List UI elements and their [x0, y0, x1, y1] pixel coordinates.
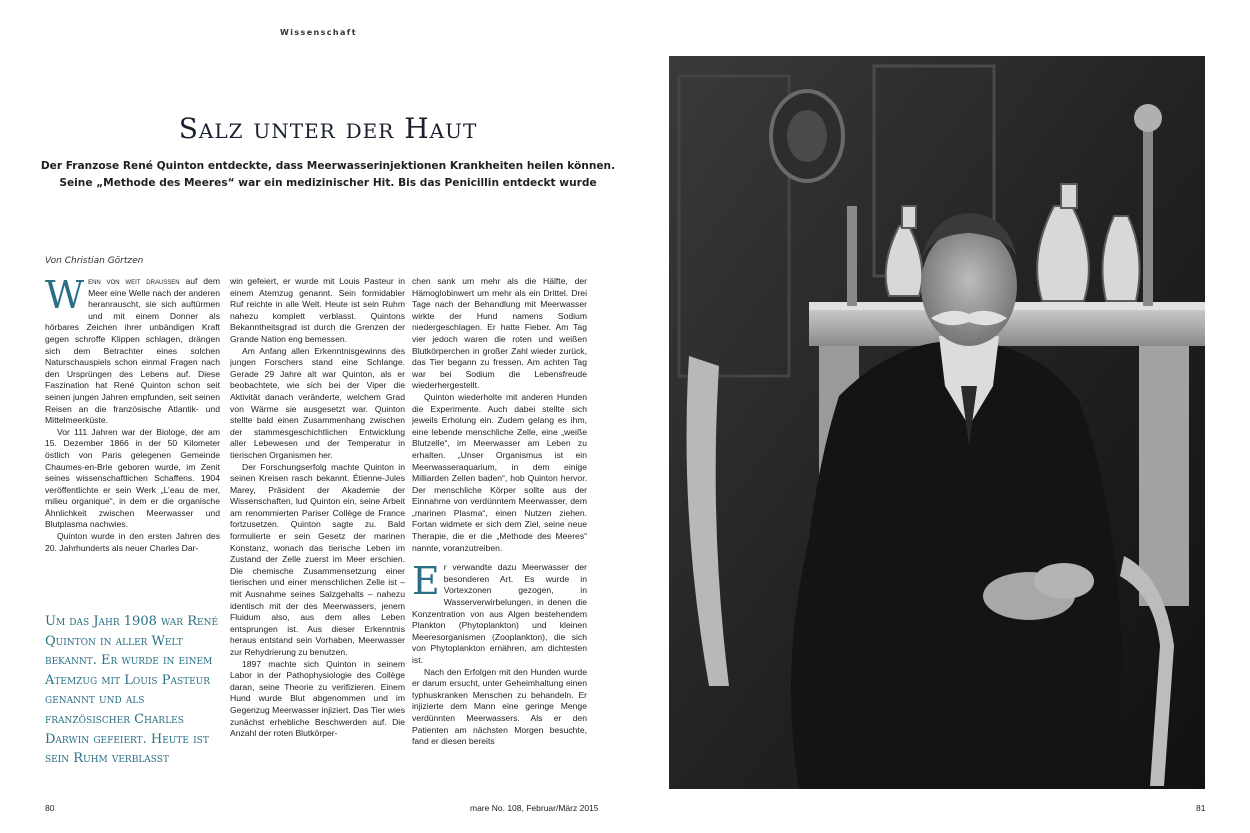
drop-cap: E [412, 559, 440, 604]
text-column-3 [412, 276, 587, 796]
lead-line-2: Seine „Methode des Meeres“ war ein medizinischer Hit. Bis das Penicillin entdeckt wurde [59, 177, 597, 189]
paragraph: Quinton wiederholte mit anderen Hunden die Experimente. Auch dabei stellte sich jeweils Erholung ein. Zudem gelang es ihm, eine lebende menschliche Zelle, eine „weiße Blutzelle“, im Meerwasser am Leben zu erhalten. „Unser Organismus ist ein Meerwasseraquarium, in dem einige Milliarden Zellen baden“, hob Quinton hervor. Der menschliche Körper sollte aus der Einnahme von verdünntem Meerwasser, dem „marinen Plasma“, einen Nutzen ziehen. Fortan widmete er sich dem Ziel, seine neue Therapie, die er die „Methode des Meeres“ nannte, voranzutreiben. [412, 391, 587, 553]
paragraph: Vor 111 Jahren war der Biologe, der am 15. Dezember 1866 in der 50 Kilometer östlich von Paris gelegenen Gemeinde Chaumes-en-Brie geboren wurde, im Zenit seines wissenschaftlichen Schaffens. 1904 veröffentlichte er sein Werk „L’eau de mer, milieu organique“, in dem er die organische Ähnlichkeit zwischen Meerwasser und Blutplasma nachwies. [45, 426, 220, 530]
paragraph: Nach den Erfolgen mit den Hunden wurde er darum ersucht, unter Geheimhaltung einen typhuskranken Menschen zu behandeln. Er injizierte dem Mann eine geringe Menge verdünnten Meerwassers. Als er den Patienten am nächsten Morgen besuchte, fand er diesen bereits [412, 666, 587, 747]
text-column-1 [45, 276, 220, 586]
portrait-photo [669, 56, 1205, 789]
drop-cap: W [45, 276, 85, 317]
paragraph [45, 276, 220, 427]
paragraph: chen sank um mehr als die Hälfte, der Hämoglobinwert um mehr als ein Drittel. Drei Tage nach der Behandlung mit Meerwasser wirkte der Hund namens Sodium niedergeschlagen. Er hatte Fieber. Am Tag vier jedoch waren die roten und weißen Blutkörperchen in großer Zahl wieder zurück, das Tier begann zu fressen. Am achten Tag war bei Sodium die Lebensfreude wiederhergestellt. [412, 276, 587, 391]
paragraph: Quinton wurde in den ersten Jahren des 20. Jahrhunderts als neuer Charles Dar- [45, 531, 220, 553]
paragraph-text: auf dem Meer eine Welle nach der anderen heranrauscht, sie sich auftürmen und mit einem Donner als hörbares Zeichen ihrer unbändigen Kraft gegen schroffe Klippen schlagen, drängen sich dem Betrachter eines solchen Naturschauspiels schon einmal Fragen nach den Ursprüngen des Lebens auf. Diese Faszination hat René Quinton schon seit seinen jungen Jahren empfunden, seit seinen Reisen an die französische Atlantik- und Mittelmeerküste. [45, 276, 220, 426]
paragraph [412, 559, 587, 666]
paragraph: win gefeiert, er wurde mit Louis Pasteur in einem Atemzug genannt. Sein formidabler Ruf reichte in alle Welt. Heute ist sein Ruhm nahezu komplett verblasst. Quintons Bekanntheitsgrad ist durch die Grenzen der Grande Nation eng bemessen. [230, 276, 405, 344]
issue-info: mare No. 108, Februar/März 2015 [470, 803, 599, 813]
lead-line-1: Der Franzose René Quinton entdeckte, dass Meerwasserinjektionen Krankheiten heilen können. [40, 160, 616, 172]
paragraph: 1897 machte sich Quinton in seinem Labor in der Pathophysiologie des Collège daran, seine Theorie zu verifizieren. Einem Hund wurde Blut abgenommen und im Gegenzug Meerwasser injiziert. Das Tier wies zunächst erhebliche Beschwerden auf. Die Anzahl der roten Blutkörper- [230, 658, 405, 739]
article-title: Salz unter der Haut [178, 112, 478, 145]
text-column-2 [230, 276, 405, 796]
opening-smallcaps: enn von weit draussen [88, 276, 180, 286]
page-number-right: 81 [1196, 803, 1206, 813]
byline: Von Christian Görtzen [45, 256, 144, 266]
portrait-illustration [669, 56, 1205, 789]
paragraph-text: r verwandte dazu Meerwasser der besonderen Art. Es wurde in Vortexzonen gezogen, in Wasserverwirbelungen, in denen die Konzentration von aus Algen bestehendem Plankton (Phytoplankton) und kleinen Meeresorganismen (Zooplankton), die sich von Phytoplankton ernähren, am dichtesten ist. [412, 562, 587, 665]
section-label: Wissenschaft [280, 28, 357, 37]
paragraph: Am Anfang allen Erkenntnisgewinns des jungen Forschers stand eine Schlange. Gerade 29 Jahre alt war Quinton, als er beobachtete, wie sich bei der Viper die Aktivität danach veränderte, welchem Grad von Wärme sie ausgesetzt war. Quinton stellte bald einen Zusammenhang zwischen der stammesgeschichtlichen Entwicklung aller Lebewesen und der Temperatur in tierischen Organismen her. [230, 345, 405, 460]
paragraph: Der Forschungserfolg machte Quinton in seinen Kreisen rasch bekannt. Étienne-Jules Marey, Präsident der Akademie der Wissenschaften, lud Quinton ein, seine Arbeit am renommierten Pariser Collège de France fortzusetzen. Quinton sagte zu. Bald formulierte er sein Gesetz der marinen Konstanz, wonach das tierische Leben im Zustand der Zelle zuerst im Meer erschien. Die chemische Zusammensetzung einer tierischen und einer menschlichen Zelle ist – mit Ausnahme seines Salzgehalts – nahezu identisch mit der des Meerwassers, jenem Fluidum also, aus dem alles Leben entsprungen ist. Aus dieser Erkenntnis heraus entstand sein Vorhaben, Meerwasser zur Rehydrierung zu benutzen. [230, 461, 405, 657]
page-number-left: 80 [45, 803, 55, 813]
article-lead [40, 158, 616, 192]
pull-quote: Um das Jahr 1908 war René Quinton in aller Welt bekannt. Er wurde in einem Atemzug mit Louis Pasteur genannt und als französischer Charles Darwin gefeiert. Heute ist sein Ruhm verblasst [45, 614, 219, 767]
